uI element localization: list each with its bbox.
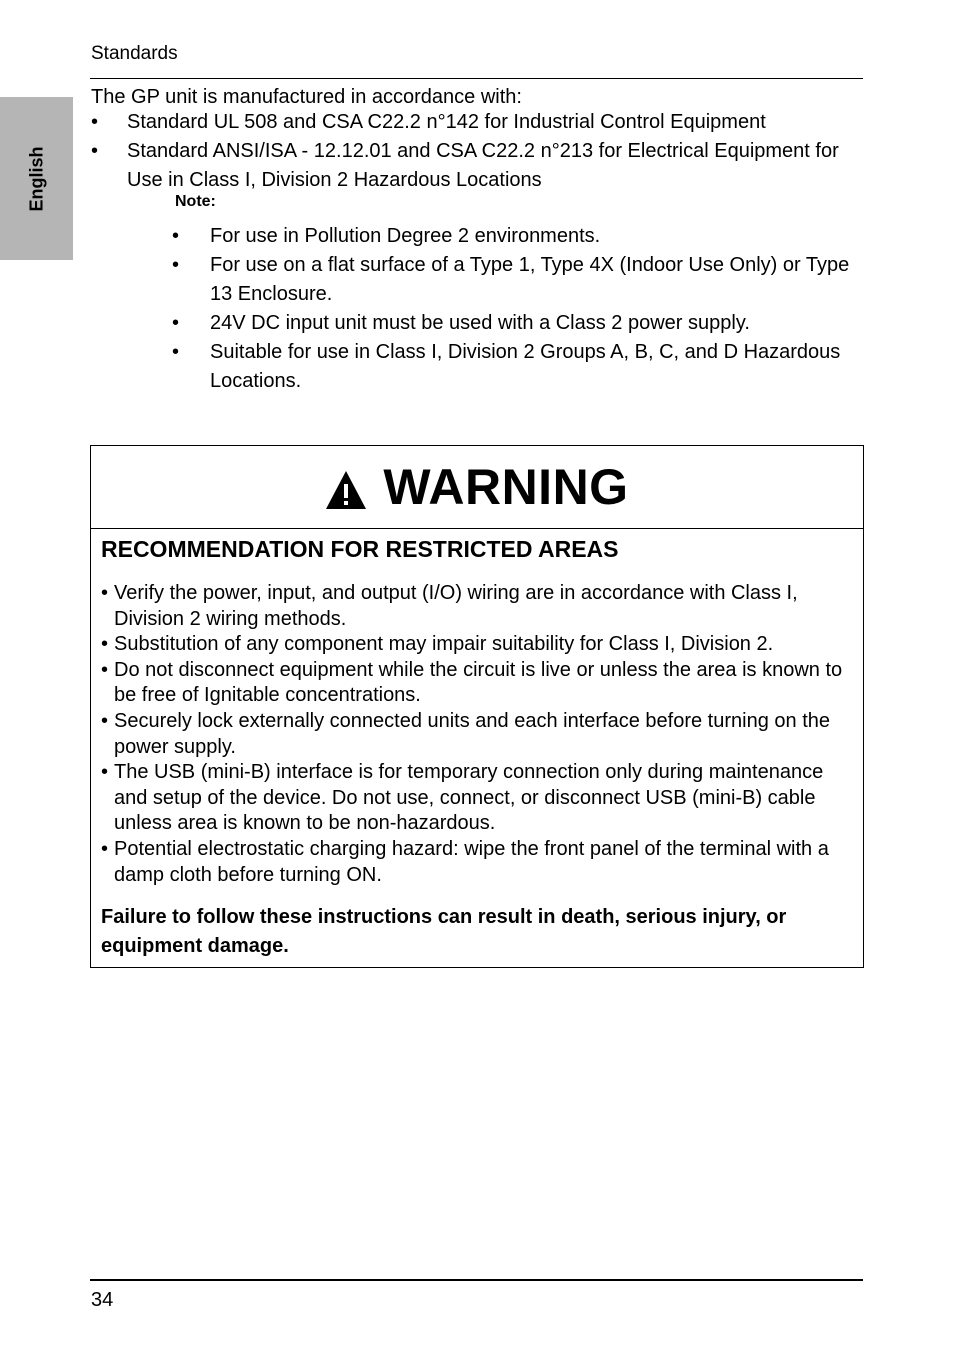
bullet: •: [172, 254, 180, 276]
bullet: •: [101, 761, 109, 784]
note-label: Note:: [175, 193, 216, 210]
warning-header: [91, 446, 863, 529]
intro-text: The GP unit is manufactured in accordance with:: [91, 86, 522, 108]
standards-list: [91, 108, 861, 195]
footer-divider: [90, 1279, 863, 1281]
warning-box: [90, 445, 864, 968]
warning-list: [101, 581, 859, 888]
note-list-item: [172, 338, 862, 396]
warning-item-text: Securely lock externally connected units and each interface before turning on the power supply.: [114, 709, 830, 758]
warning-list-item: [101, 632, 859, 658]
warning-item-text: Do not disconnect equipment while the circuit is live or unless the area is known to be free of Ignitable concentrations.: [114, 658, 843, 707]
bullet: •: [172, 312, 180, 334]
bullet: •: [101, 658, 109, 681]
note-list-item: [172, 222, 862, 251]
bullet: •: [101, 837, 109, 860]
bullet: •: [101, 633, 109, 656]
standards-list-item: [91, 137, 861, 195]
running-head: Standards: [91, 43, 178, 64]
bullet: •: [172, 225, 180, 247]
warning-list-item: [101, 837, 859, 888]
page-number: 34: [91, 1289, 114, 1311]
note-list-item: [172, 309, 862, 338]
note-list: [172, 222, 862, 396]
standards-item-text: Standard UL 508 and CSA C22.2 n°142 for Industrial Control Equipment: [127, 111, 766, 133]
warning-footer: Failure to follow these instructions can result in death, serious injury, or equipment damage.: [101, 906, 787, 957]
bullet: •: [101, 709, 109, 732]
warning-item-text: Potential electrostatic charging hazard: wipe the front panel of the terminal with a damp cloth before turning ON.: [114, 837, 829, 886]
bullet: •: [91, 140, 99, 162]
note-item-text: 24V DC input unit must be used with a Class 2 power supply.: [210, 312, 750, 334]
language-tab-label: English: [26, 145, 46, 212]
warning-item-text: Verify the power, input, and output (I/O) wiring are in accordance with Class I, Division 2 wiring methods.: [114, 582, 798, 630]
bullet: •: [101, 582, 109, 604]
note-item-text: For use in Pollution Degree 2 environments.: [210, 225, 601, 247]
warning-item-text: Substitution of any component may impair suitability for Class I, Division 2.: [114, 633, 774, 656]
warning-title: WARNING: [383, 459, 629, 515]
header-divider: [90, 78, 863, 79]
note-list-item: [172, 251, 862, 309]
bullet: •: [172, 341, 180, 363]
warning-subtitle: RECOMMENDATION FOR RESTRICTED AREAS: [101, 536, 619, 562]
warning-list-item: [101, 760, 859, 837]
warning-item-text: The USB (mini-B) interface is for temporary connection only during maintenance and setup of the device. Do not use, connect, or disconnect USB (mini-B) cable unless area is known to be non-hazardous.: [114, 761, 824, 835]
language-tab: [0, 97, 73, 260]
warning-triangle-icon: [325, 470, 367, 510]
standards-list-item: [91, 108, 861, 137]
bullet: •: [91, 111, 99, 133]
note-item-text: For use on a flat surface of a Type 1, Type 4X (Indoor Use Only) or Type 13 Enclosure.: [210, 254, 850, 305]
warning-list-item: [101, 581, 859, 632]
standards-item-text: Standard ANSI/ISA - 12.12.01 and CSA C22.2 n°213 for Electrical Equipment for Use in Class I, Division 2 Hazardous Locations: [127, 140, 839, 191]
warning-list-item: [101, 658, 859, 709]
note-item-text: Suitable for use in Class I, Division 2 Groups A, B, C, and D Hazardous Locations.: [210, 341, 841, 392]
warning-list-item: [101, 709, 859, 760]
